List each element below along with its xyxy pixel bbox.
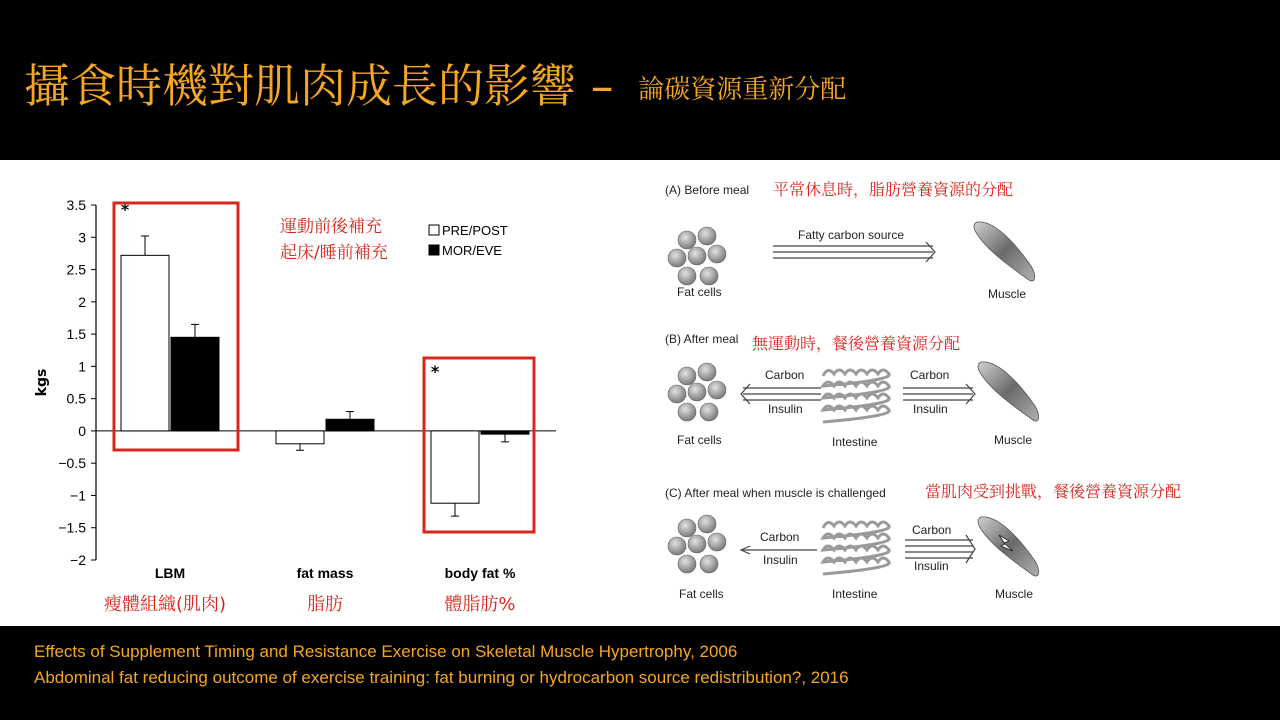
y-tick-label: −1 (70, 487, 86, 504)
panel-a-muscle: Muscle (988, 287, 1027, 301)
fat-cell (668, 537, 686, 555)
y-tick-label: −0.5 (58, 455, 86, 472)
fat-cell (678, 231, 696, 249)
references-bar (0, 626, 1280, 720)
muscle-icon (978, 362, 1039, 421)
arrow-right-icon (903, 384, 975, 404)
bar-pre-post-0 (121, 255, 169, 431)
panel-a-note: 平常休息時，脂肪營養資源的分配 (773, 180, 1014, 199)
title-main: 攝食時機對肌肉成長的影響 (24, 59, 576, 113)
x-category-label: body fat % (444, 565, 516, 581)
y-tick-label: 3 (78, 229, 86, 246)
y-axis-label: kgs (34, 368, 50, 397)
slide-title (24, 56, 846, 120)
legend-note-mor-eve: 起床/睡前補充 (280, 243, 388, 263)
y-tick-label: 2.5 (66, 261, 86, 278)
panel-c-intestine: Intestine (832, 587, 878, 601)
panel-a-arrow-label: Fatty carbon source (798, 228, 905, 242)
panel-c-note: 當肌肉受到挑戰，餐後營養資源分配 (925, 482, 1182, 501)
fat-cell (708, 381, 726, 399)
panel-c-fat-cells: Fat cells (679, 587, 724, 601)
bar-chart (0, 160, 600, 626)
panel-c-carbon-left: Carbon (760, 530, 800, 544)
significance-star: * (120, 200, 130, 219)
panel-b-insulin-left: Insulin (768, 402, 803, 416)
y-tick-label: −2 (70, 552, 86, 568)
legend-swatch-mor-eve (429, 245, 439, 255)
title-bar (0, 0, 1280, 160)
reference-2: Abdominal fat reducing outcome of exercise training: fat burning or hydrocarbon source redistribution?, 2016 (34, 668, 849, 687)
panel-a-label: (A) Before meal (665, 183, 750, 197)
intestine-loops (823, 522, 889, 574)
legend-note-pre-post: 運動前後補充 (280, 217, 382, 237)
y-tick-label: 3.5 (66, 197, 86, 213)
fat-cell (700, 267, 718, 285)
fat-cell (678, 267, 696, 285)
fat-cell (698, 363, 716, 381)
panel-b-note: 無運動時，餐後營養資源分配 (752, 334, 961, 353)
panel-b-insulin-right: Insulin (913, 402, 948, 416)
fat-cell (668, 249, 686, 267)
fat-cell (668, 385, 686, 403)
legend-label-mor-eve: MOR/EVE (442, 243, 502, 258)
legend-label-pre-post: PRE/POST (442, 223, 508, 238)
fat-cell (678, 367, 696, 385)
panel-c-label: (C) After meal when muscle is challenged (665, 486, 886, 500)
panel-c-carbon-right: Carbon (912, 523, 952, 537)
significance-star: * (430, 362, 440, 381)
panel-c-muscle: Muscle (995, 587, 1034, 601)
fat-cell (678, 403, 696, 421)
intestine-loops (823, 370, 889, 422)
bar-pre-post-1 (276, 431, 324, 444)
fat-cells-icon (668, 515, 726, 573)
bar-mor-eve-2 (481, 431, 529, 434)
y-tick-label: 2 (78, 293, 86, 310)
fat-cell (678, 555, 696, 573)
fat-cell (698, 515, 716, 533)
fat-cell (678, 519, 696, 537)
y-tick-label: 0.5 (66, 390, 86, 407)
fat-cell (688, 383, 706, 401)
x-category-label-zh: 脂肪 (307, 594, 343, 615)
fat-cell (700, 555, 718, 573)
reference-1: Effects of Supplement Timing and Resistance Exercise on Skeletal Muscle Hypertrophy, 2006 (34, 642, 738, 661)
panel-a-fat-cells: Fat cells (677, 285, 722, 299)
bar-mor-eve-0 (171, 337, 219, 431)
challenged-muscle-icon (978, 517, 1039, 576)
x-category-label-zh: 瘦體組織(肌肉) (103, 594, 227, 615)
intestine-icon (823, 522, 889, 574)
fat-cell (688, 535, 706, 553)
arrow-left-icon (741, 384, 821, 404)
fat-cell (698, 227, 716, 245)
x-category-label: LBM (154, 565, 186, 581)
title-subtitle: 論碳資源重新分配 (638, 75, 847, 105)
y-tick-label: 1 (78, 358, 86, 375)
bar-pre-post-2 (431, 431, 479, 503)
title-dash: – (590, 59, 614, 113)
y-tick-label: 0 (78, 422, 86, 439)
fat-cell (688, 247, 706, 265)
panel-b-fat-cells: Fat cells (677, 433, 722, 447)
bar-mor-eve-1 (326, 419, 374, 431)
arrow-right-icon (773, 242, 935, 262)
muscle-icon (974, 222, 1035, 281)
fat-cell (708, 245, 726, 263)
panel-b-carbon-left: Carbon (765, 368, 805, 382)
panel-b-muscle: Muscle (994, 433, 1033, 447)
panel-b-label: (B) After meal (665, 332, 739, 346)
carbon-redistribution-diagram (655, 160, 1280, 626)
panel-b-carbon-right: Carbon (910, 368, 950, 382)
slide-content (0, 160, 1280, 626)
fat-cell (708, 533, 726, 551)
y-tick-label: −1.5 (58, 519, 86, 536)
x-category-label: fat mass (296, 565, 354, 581)
panel-c-insulin-right: Insulin (914, 559, 949, 573)
fat-cells-icon (668, 227, 726, 285)
x-category-label-zh: 體脂肪% (444, 594, 516, 615)
y-tick-label: 1.5 (66, 326, 86, 343)
fat-cell (700, 403, 718, 421)
legend-swatch-pre-post (429, 225, 439, 235)
panel-c-insulin-left: Insulin (763, 553, 798, 567)
intestine-icon (823, 370, 889, 422)
fat-cells-icon (668, 363, 726, 421)
panel-b-intestine: Intestine (832, 435, 878, 449)
